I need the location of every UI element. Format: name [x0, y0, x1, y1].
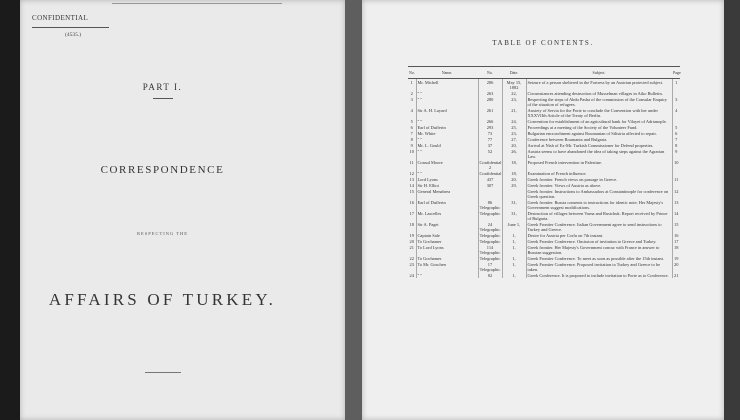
toc-cell-date: 1, — [502, 232, 526, 238]
toc-cell-subject: Greek Frontier Conference. To meet as soon as possible after the 15th instant. — [526, 255, 672, 261]
toc-cell-num: 86 Telegraphic — [479, 199, 501, 210]
toc-cell-page: 4 — [672, 107, 680, 118]
table-row — [408, 159, 680, 170]
toc-cell-no: 20 — [409, 238, 414, 244]
toc-cell-num: Confidential — [479, 170, 502, 176]
toc-cell-page: 14 — [672, 210, 680, 221]
confidential-label: CONFIDENTIAL — [32, 14, 89, 22]
toc-cell-date — [502, 188, 526, 199]
toc-cell-num: 266 — [478, 118, 502, 124]
toc-cell-date: 24, — [502, 118, 526, 124]
toc-cell-date: 31, — [502, 210, 526, 221]
toc-cell-num: 263 — [478, 90, 502, 96]
toc-cell-num: 17 Telegraphic — [479, 261, 501, 272]
toc-cell-page: 15 — [672, 221, 680, 232]
toc-cell-date: 1, — [502, 255, 526, 261]
toc-cell-num: 73 — [478, 130, 502, 136]
toc-cell-date: 23, — [502, 130, 526, 136]
toc-cell-page: 18 — [672, 244, 680, 255]
bottom-rule — [145, 372, 181, 373]
toc-cell-subject: Proceedings at a meeting of the Society of the Volunteer Fund. — [526, 124, 672, 130]
toc-cell-no: 16 — [409, 199, 414, 205]
table-row — [408, 199, 680, 210]
toc-cell-no: 4 — [410, 107, 413, 113]
toc-cell-page: 21 — [672, 272, 680, 278]
toc-cell-subject: Arrival at Nish of Ex-Mr. Turkish Commissioner for Defend properties. — [526, 142, 672, 148]
toc-cell-num — [478, 188, 502, 199]
toc-cell-subject: Respecting the steps of Abdu Pasha of the commission of the Consular Enquiry of the situation of refugees. — [526, 96, 672, 107]
toc-cell-num: 307 — [478, 182, 502, 188]
table-row — [408, 221, 680, 232]
toc-cell-date: 23, — [502, 96, 526, 107]
toc-cell-name: Mr. Lascelles — [416, 210, 478, 221]
toc-cell-num: Telegraphic — [479, 255, 501, 261]
top-rule — [112, 3, 282, 4]
toc-cell-page: 13 — [672, 199, 680, 210]
book-gutter — [345, 0, 362, 420]
toc-cell-name: Lord Lyons — [416, 176, 478, 182]
toc-cell-num: 293 — [478, 124, 502, 130]
toc-cell-name: " " — [416, 96, 478, 107]
header-page: Page — [672, 67, 680, 79]
toc-cell-date: 18, — [502, 159, 526, 170]
toc-cell-page: 17 — [672, 238, 680, 244]
toc-cell-date: June 1, — [502, 221, 526, 232]
toc-cell-subject: Greek Frontier Conference. Italian Government agree to send instructions to Turkey and Greece. — [526, 221, 672, 232]
table-row — [408, 244, 680, 255]
toc-cell-name: Sir A. H. Layard — [416, 107, 478, 118]
toc-cell-subject: Greek frontier. Instructions to Ambassadors at Constantinople for conference on Greek question. — [526, 188, 672, 199]
header-name: Name. — [416, 67, 478, 79]
toc-cell-no: 10 — [409, 148, 414, 154]
toc-cell-page: 3 — [672, 96, 680, 107]
toc-cell-no: 1 — [410, 79, 413, 85]
toc-cell-subject: Greek frontier. Her Majesty's Government concur with France in answer to Russian suggestion. — [526, 244, 672, 255]
toc-cell-subject: Seizure of a person sheltered in the Fortress by an Austrian protected subject. — [526, 79, 672, 91]
toc-table — [408, 66, 680, 278]
toc-cell-no: 2 — [410, 90, 413, 96]
toc-cell-date: 25, — [502, 124, 526, 130]
toc-cell-name: To Gochamer — [416, 255, 478, 261]
table-row — [408, 148, 680, 159]
toc-cell-date: 1, — [502, 244, 526, 255]
toc-cell-num: Confidential 2 — [479, 159, 502, 170]
toc-cell-page: 7 — [672, 136, 680, 142]
table-row — [408, 261, 680, 272]
toc-cell-date: 1, — [502, 272, 526, 278]
toc-title: TABLE OF CONTENTS. — [492, 39, 594, 47]
toc-cell-name: Consul Moore — [416, 159, 478, 170]
toc-cell-num: 280 — [478, 96, 502, 107]
table-row — [408, 96, 680, 107]
toc-cell-name: " " — [416, 136, 478, 142]
toc-cell-subject: Bulgarian encroachment against Roumanian of Silistria affected to repair. — [526, 130, 672, 136]
toc-cell-date: 1, — [502, 261, 526, 272]
header-subject: Subject. — [526, 67, 672, 79]
confidential-number: (4535.) — [65, 32, 82, 38]
toc-cell-date: 21, — [502, 107, 526, 118]
toc-cell-name: Mr. White — [416, 130, 478, 136]
toc-cell-date: 20, — [502, 142, 526, 148]
toc-cell-subject: Desire for Austria per Corfu on 7th instant. — [526, 232, 672, 238]
toc-header-row — [408, 67, 680, 79]
toc-cell-no: 17 — [409, 210, 414, 216]
toc-cell-subject: Austria seems to have abandoned the idea of taking steps against the Agrarian Law. — [526, 148, 672, 159]
respecting-line: RESPECTING THE — [136, 231, 189, 236]
toc-cell-subject: Greek Conference. It is proposed to include invitation to Porte as to Conference. — [526, 272, 672, 278]
toc-cell-name: " " — [416, 170, 478, 176]
toc-cell-num: 77 — [478, 136, 502, 142]
toc-cell-date: 18, — [502, 170, 526, 176]
toc-cell-no: 11 — [409, 159, 414, 165]
toc-cell-subject: Greek frontier. Views of Austria as above. — [526, 182, 672, 188]
part-heading: PART I. — [142, 82, 183, 92]
toc-cell-name: Earl of Dufferin — [416, 124, 478, 130]
toc-cell-no: 6 — [410, 124, 413, 130]
toc-cell-page: 20 — [672, 261, 680, 272]
toc-cell-subject: Anxiety of Servia for the Porte to conclude the Convention with her under XXXVIIth Article of the Treaty of Berlin. — [526, 107, 672, 118]
toc-cell-no: 12 — [409, 170, 414, 176]
toc-cell-date: 1, — [502, 238, 526, 244]
table-row — [408, 210, 680, 221]
header-no: No. — [408, 67, 416, 79]
toc-cell-name: " " — [416, 118, 478, 124]
page-edge — [724, 0, 740, 420]
toc-cell-no: 22 — [409, 255, 414, 261]
toc-cell-name: Captain Sale — [416, 232, 478, 238]
toc-cell-name: Mr. Michell — [416, 79, 478, 91]
toc-cell-subject: Greek frontier. French views on passage in Greece. — [526, 176, 672, 182]
toc-cell-subject: Destruction of villages between Varna and Rustchuk. Report received by Prince of Bulgaria. — [526, 210, 672, 221]
toc-cell-num: Telegraphic — [478, 210, 502, 221]
toc-cell-name: To Lord Lyons — [416, 244, 478, 255]
toc-cell-page: 11 — [672, 176, 680, 182]
toc-cell-subject: Greek frontier. Russia consents to instructions for identic note; Her Majesty's Government suggest modifications. — [526, 199, 672, 210]
toc-cell-page: 1 — [672, 79, 680, 91]
toc-cell-name: Mr. L. Gould — [416, 142, 478, 148]
toc-cell-name: Sir H. Elliot — [416, 182, 478, 188]
toc-cell-name: Sir A. Paget — [416, 221, 478, 232]
toc-cell-num: 37 — [478, 142, 502, 148]
header-date: Date. — [502, 67, 526, 79]
toc-cell-no: 19 — [409, 232, 414, 238]
toc-cell-num: Telegraphic — [479, 232, 501, 238]
toc-cell-no: 15 — [409, 188, 414, 194]
toc-cell-no: 13 — [409, 176, 414, 182]
table-row — [408, 79, 680, 91]
toc-cell-no: 24 — [409, 272, 414, 278]
toc-cell-subject: Greek Frontier Conference. Proposed invitation to Turkey and Greece to be taken. — [526, 261, 672, 272]
toc-cell-no: 14 — [409, 182, 414, 188]
toc-cell-date: 29, — [502, 182, 526, 188]
toc-cell-name: " " — [416, 148, 478, 159]
toc-cell-no: 21 — [409, 244, 414, 250]
toc-cell-date: 26, — [502, 148, 526, 159]
toc-cell-num: 52 — [478, 148, 502, 159]
table-row — [408, 188, 680, 199]
toc-cell-num: 261 — [478, 107, 502, 118]
left-page — [20, 0, 345, 420]
toc-cell-no: 9 — [410, 142, 413, 148]
correspondence-heading: CORRESPONDENCE — [100, 164, 225, 176]
toc-cell-num: 437 — [478, 176, 502, 182]
toc-cell-date: 22, — [502, 90, 526, 96]
part-rule — [153, 98, 173, 99]
toc-cell-num: Telegraphic — [479, 238, 501, 244]
toc-cell-name: General Menabrea — [416, 188, 478, 199]
toc-cell-no: 8 — [410, 136, 413, 142]
toc-cell-num: 24 Telegraphic — [479, 221, 501, 232]
toc-cell-date: 27, — [502, 136, 526, 142]
toc-cell-subject: Circumstances attending destruction of Musselman villages in Aiko Bulletin. — [526, 90, 672, 96]
toc-cell-name: Earl of Dufferin — [416, 199, 478, 210]
toc-cell-name: To Mr. Goschen — [416, 261, 478, 272]
toc-cell-name: " " — [416, 272, 478, 278]
toc-cell-date: May 15, 1882 — [502, 79, 526, 91]
document-title: AFFAIRS OF TURKEY. — [48, 290, 277, 309]
toc-cell-page: 16 — [672, 232, 680, 238]
toc-cell-date: 31, — [502, 199, 526, 210]
toc-cell-no: 5 — [410, 118, 413, 124]
toc-cell-subject: Convention for establishment of an agricultural bank for Vilayet of Adrianople. — [526, 118, 672, 124]
toc-cell-page: 8 — [672, 142, 680, 148]
toc-cell-subject: Proposed French intervention in Palestine. — [526, 159, 672, 170]
toc-cell-page: 6 — [672, 130, 680, 136]
toc-cell-subject: Conference between Roumania and Bulgaria. — [526, 136, 672, 142]
toc-cell-page: 19 — [672, 255, 680, 261]
toc-cell-name: " " — [416, 90, 478, 96]
toc-cell-no: 18 — [409, 221, 414, 227]
toc-cell-no: 7 — [410, 130, 413, 136]
toc-cell-num: 82 — [478, 272, 502, 278]
toc-cell-page: 10 — [672, 159, 680, 170]
toc-cell-subject: Greek Frontier Conference. Omission of invitation to Greece and Turkey. — [526, 238, 672, 244]
toc-cell-page: 5 — [672, 124, 680, 130]
toc-cell-page: 12 — [672, 188, 680, 199]
toc-cell-no: 23 — [409, 261, 414, 267]
toc-cell-subject: Examination of French influence. — [526, 170, 672, 176]
toc-cell-num: 286 — [478, 79, 502, 91]
toc-cell-page: 9 — [672, 148, 680, 159]
table-row — [408, 272, 680, 278]
toc-cell-date: 20, — [502, 176, 526, 182]
table-row — [408, 107, 680, 118]
toc-cell-name: To Gochamer — [416, 238, 478, 244]
header-num: No. — [478, 67, 502, 79]
confidential-rule — [32, 27, 109, 28]
toc-cell-num: 114 Telegraphic — [479, 244, 501, 255]
toc-cell-no: 3 — [410, 96, 413, 102]
